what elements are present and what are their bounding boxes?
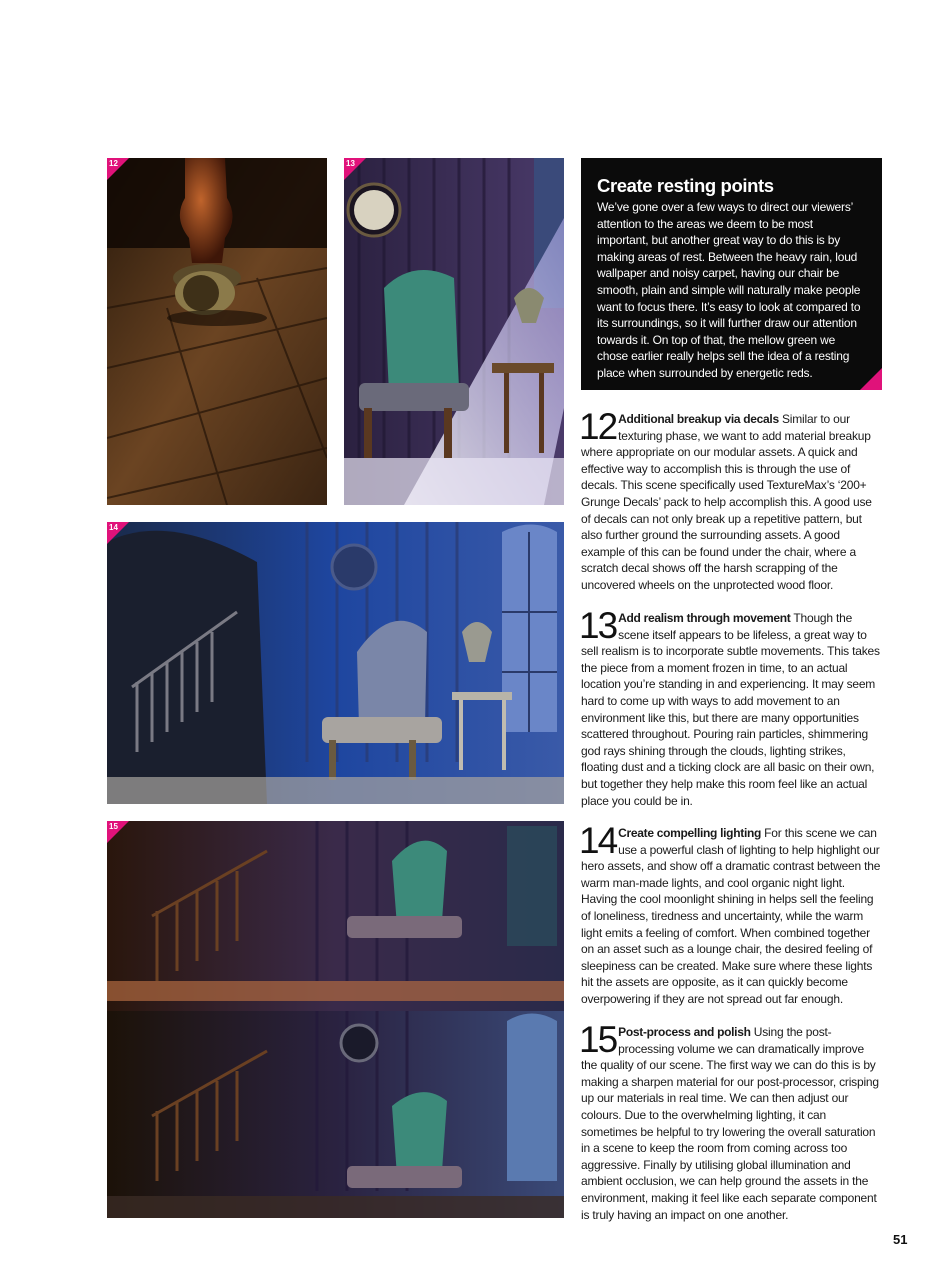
image-14-blue-room [107, 522, 564, 804]
image-number: 12 [109, 159, 118, 168]
image-number: 15 [109, 822, 118, 831]
step-heading: Add realism through movement [618, 611, 791, 625]
corner-accent [860, 368, 882, 390]
image-number: 14 [109, 523, 118, 532]
sidebar-body: We’ve gone over a few ways to direct our viewers’ attention to the areas we deem to be most important, but another great way to do this is by making areas of rest. Between the heavy rain, loud wallpaper and noisy carpet, having our chair be smooth, plain and simple will naturally make people want to focus there. It’s easy to look at compared to its surroundings, so it will further draw our attention towards it. On top of that, the mellow green we chose earlier really helps sell the idea of a resting place when surrounded by energetic reds. [597, 200, 861, 380]
step-number: 14 [579, 820, 617, 861]
sidebar-box [581, 158, 882, 390]
step-14 [579, 820, 882, 1008]
step-heading: Additional breakup via decals [618, 412, 779, 426]
step-body: Though the scene itself appears to be lifeless, a great way to sell realism is to incorporate subtle movements. This takes the piece from a moment frozen in time, to an actual location you’re standing in and experiencing. It may seem hard to come up with ways to add movement to an environment like this, but there are many opportunities scattered throughout. Pouring rain particles, shimmering god rays shining through the clouds, lighting strikes, floating dust and a ticking clock are all basic on their own, but together they help make this room feel like an actual place you could be in. [581, 611, 880, 808]
step-15 [579, 1019, 882, 1223]
image-number: 13 [346, 159, 355, 168]
step-body: Similar to our texturing phase, we want to add material breakup where appropriate on our modular assets. A quick and effective way to accomplish this is through the use of decals. This scene specifically used TextureMax’s ‘200+ Grunge Decals’ pack to help accomplish this. A good use of decals can not only break up a repetitive pattern, but also further ground the surrounding assets. A good example of this can be found under the chair, where a scratch decal shows off the harsh scrapping of the uncovered wheels on the unprotected wood floor. [581, 412, 872, 592]
sidebar-title: Create resting points [597, 175, 774, 196]
step-number: 13 [579, 605, 617, 646]
step-body: For this scene we can use a powerful clash of lighting to help highlight our hero assets, and show off a dramatic contrast between the warm man-made lights, and cool organic night light. Having the cool moonlight shining in helps sell the feeling of loneliness, tiredness and uncertainty, while the warm light emits a feeling of comfort. When combined together on an asset such as a lounge chair, the desired feeling of sleepiness can be created. Make sure where these lights hit the assets are opposite, as it can quickly become overpowering if they are not spread out far enough. [581, 826, 881, 1006]
page-number: 51 [893, 1232, 908, 1247]
step-heading: Create compelling lighting [618, 826, 762, 840]
image-13-armchair [344, 158, 564, 505]
step-number: 15 [579, 1019, 617, 1060]
image-15-lighting-comparison [107, 821, 564, 1218]
image-12-chair-leg [107, 158, 327, 505]
step-12 [579, 406, 882, 594]
step-heading: Post-process and polish [618, 1025, 751, 1039]
step-number: 12 [579, 406, 617, 447]
step-body: Using the post-processing volume we can dramatically improve the quality of our scene. The first way we can do this is by making a sharpen material for our post-processor, crisping up our materials in real time. We can then adjust our colours. Due to the overwhelming lighting, it can sometimes be helpful to try lowering the overall saturation in a scene to keep the room from coming across too aggressive. Finally by utilising global illumination and ambient occlusion, we can help ground the assets in the environment, making it feel like each separate component is truly having an impact on one another. [581, 1025, 879, 1222]
step-13 [579, 605, 882, 809]
